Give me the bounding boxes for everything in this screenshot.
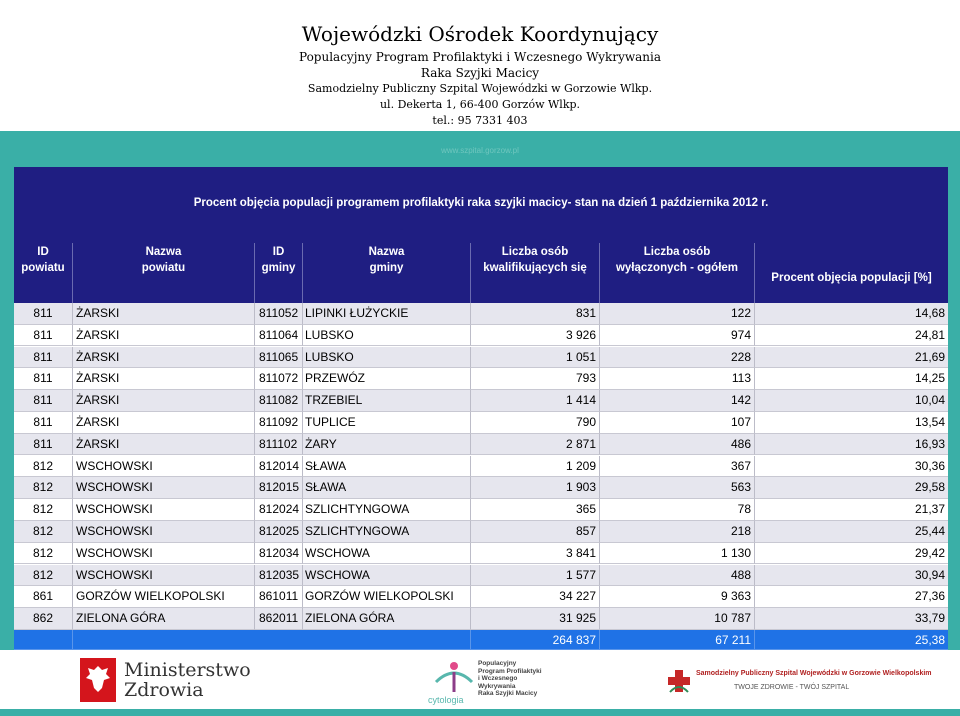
cell-liczba-kwal: 34 227 — [471, 586, 600, 608]
col-nazwa-gminy-l2: gminy — [369, 262, 404, 274]
col-liczba-wyl-l2: wyłączonych - ogółem — [615, 262, 739, 274]
cell-id-gminy: 862011 — [255, 608, 303, 630]
cell-procent: 14,25 — [755, 368, 948, 390]
cell-procent: 25,44 — [755, 521, 948, 543]
cell-id-powiatu: 811 — [14, 325, 73, 347]
cell-nazwa-powiatu: ŻARSKI — [73, 368, 255, 390]
cell-id-powiatu: 811 — [14, 368, 73, 390]
cell-nazwa-powiatu: WSCHOWSKI — [73, 521, 255, 543]
red-cross-icon — [666, 668, 692, 694]
hospital-phone: tel.: 95 7331 403 — [432, 114, 528, 127]
cell-procent: 14,68 — [755, 303, 948, 325]
col-id-powiatu — [14, 243, 73, 303]
cell-id-gminy: 811065 — [255, 347, 303, 369]
cytologia-word: cytologia — [428, 695, 464, 705]
cell-id-gminy: 812035 — [255, 565, 303, 587]
cell-liczba-kwal: 3 926 — [471, 325, 600, 347]
totals-spacer — [73, 630, 471, 650]
cell-liczba-kwal: 3 841 — [471, 543, 600, 565]
cell-id-gminy: 811102 — [255, 434, 303, 456]
total-kwal: 264 837 — [471, 630, 600, 650]
cell-id-powiatu: 812 — [14, 456, 73, 478]
table-row — [14, 543, 948, 565]
website-link[interactable]: www.szpital.gorzow.pl — [441, 146, 519, 155]
table-row — [14, 412, 948, 434]
cell-nazwa-gminy: TRZEBIEL — [303, 390, 471, 412]
hospital-address: ul. Dekerta 1, 66-400 Gorzów Wlkp. — [379, 98, 581, 111]
cell-liczba-wyl: 107 — [600, 412, 755, 434]
letterhead — [0, 0, 960, 131]
cell-procent: 21,37 — [755, 499, 948, 521]
cell-nazwa-gminy: LUBSKO — [303, 347, 471, 369]
cyt-line-3: i Wczesnego — [478, 675, 518, 682]
cell-nazwa-powiatu: WSCHOWSKI — [73, 543, 255, 565]
cyt-line-1: Populacyjny — [478, 660, 517, 667]
table-header — [14, 243, 948, 303]
szpital-logo — [666, 668, 932, 698]
col-procent-label: Procent objęcia populacji [%] — [771, 272, 932, 284]
cell-procent: 30,94 — [755, 565, 948, 587]
program-line-2: Raka Szyjki Macicy — [420, 66, 540, 80]
cell-id-powiatu: 812 — [14, 521, 73, 543]
cell-id-powiatu: 811 — [14, 412, 73, 434]
cell-liczba-kwal: 790 — [471, 412, 600, 434]
cell-nazwa-gminy: WSCHOWA — [303, 565, 471, 587]
cell-liczba-kwal: 1 903 — [471, 477, 600, 499]
cell-id-gminy: 812024 — [255, 499, 303, 521]
col-id-powiatu-l1: ID — [37, 246, 49, 258]
cell-nazwa-powiatu: WSCHOWSKI — [73, 565, 255, 587]
cell-id-powiatu: 811 — [14, 303, 73, 325]
cell-nazwa-powiatu: ŻARSKI — [73, 434, 255, 456]
cell-nazwa-powiatu: ŻARSKI — [73, 347, 255, 369]
cell-liczba-wyl: 488 — [600, 565, 755, 587]
cell-liczba-wyl: 10 787 — [600, 608, 755, 630]
cyt-line-2: Program Profilaktyki — [478, 667, 542, 675]
cell-id-gminy: 812025 — [255, 521, 303, 543]
cell-liczba-wyl: 9 363 — [600, 586, 755, 608]
table-row — [14, 499, 948, 521]
bottom-teal-bar — [0, 709, 960, 716]
table-title: Procent objęcia populacji programem profilaktyki raka szyjki macicy- stan na dzień 1 października 2012 r. — [193, 197, 769, 209]
ministerstwo-line1: Ministerstwo — [124, 659, 251, 681]
col-nazwa-gminy-l1: Nazwa — [368, 246, 405, 258]
cell-id-powiatu: 862 — [14, 608, 73, 630]
col-procent — [755, 243, 948, 303]
cell-liczba-wyl: 1 130 — [600, 543, 755, 565]
cell-liczba-wyl: 563 — [600, 477, 755, 499]
table-row — [14, 456, 948, 478]
totals-row — [14, 630, 948, 650]
cell-id-gminy: 861011 — [255, 586, 303, 608]
ministerstwo-line2: Zdrowia — [124, 679, 204, 701]
cell-liczba-kwal: 1 577 — [471, 565, 600, 587]
col-nazwa-gminy — [303, 243, 471, 303]
cell-nazwa-powiatu: ŻARSKI — [73, 303, 255, 325]
cell-liczba-kwal: 1 414 — [471, 390, 600, 412]
cell-nazwa-powiatu: WSCHOWSKI — [73, 477, 255, 499]
cell-id-gminy: 812034 — [255, 543, 303, 565]
cell-nazwa-powiatu: ŻARSKI — [73, 390, 255, 412]
cell-nazwa-powiatu: WSCHOWSKI — [73, 456, 255, 478]
cell-nazwa-powiatu: ŻARSKI — [73, 412, 255, 434]
cell-procent: 29,58 — [755, 477, 948, 499]
table-row — [14, 347, 948, 369]
table-row — [14, 434, 948, 456]
cell-procent: 21,69 — [755, 347, 948, 369]
cell-liczba-wyl: 367 — [600, 456, 755, 478]
col-id-gminy-l2: gminy — [261, 262, 296, 274]
cell-nazwa-gminy: LUBSKO — [303, 325, 471, 347]
cell-id-gminy: 812014 — [255, 456, 303, 478]
cell-id-powiatu: 812 — [14, 499, 73, 521]
total-procent: 25,38 — [755, 630, 948, 650]
cytologia-logo — [428, 660, 548, 708]
cell-liczba-wyl: 142 — [600, 390, 755, 412]
col-id-gminy-l1: ID — [272, 246, 285, 258]
cell-nazwa-gminy: SŁAWA — [303, 477, 471, 499]
col-nazwa-powiatu-l2: powiatu — [141, 262, 186, 274]
table-row — [14, 586, 948, 608]
cell-id-powiatu: 812 — [14, 543, 73, 565]
cell-nazwa-gminy: SZLICHTYNGOWA — [303, 499, 471, 521]
cell-liczba-kwal: 793 — [471, 368, 600, 390]
cell-nazwa-powiatu: WSCHOWSKI — [73, 499, 255, 521]
table-row — [14, 390, 948, 412]
cyt-line-5: Raka Szyjki Macicy — [478, 690, 538, 697]
col-liczba-kwal-l2: kwalifikujących się — [483, 262, 587, 274]
table-row — [14, 325, 948, 347]
col-liczba-kwal-l1: Liczba osób — [501, 246, 569, 258]
cell-procent: 24,81 — [755, 325, 948, 347]
cell-procent: 10,04 — [755, 390, 948, 412]
cell-liczba-wyl: 218 — [600, 521, 755, 543]
cell-liczba-wyl: 486 — [600, 434, 755, 456]
cell-nazwa-powiatu: GORZÓW WIELKOPOLSKI — [73, 586, 255, 608]
table-row — [14, 608, 948, 630]
table-row — [14, 303, 948, 325]
cell-id-powiatu: 811 — [14, 347, 73, 369]
table-row — [14, 521, 948, 543]
cell-id-powiatu: 811 — [14, 434, 73, 456]
cell-liczba-wyl: 78 — [600, 499, 755, 521]
cell-id-gminy: 812015 — [255, 477, 303, 499]
institution-title: Wojewódzki Ośrodek Koordynujący — [301, 22, 659, 46]
cell-id-gminy: 811052 — [255, 303, 303, 325]
data-table — [14, 167, 948, 650]
table-row — [14, 565, 948, 587]
cell-id-gminy: 811064 — [255, 325, 303, 347]
cell-nazwa-gminy: SŁAWA — [303, 456, 471, 478]
col-liczba-wyl — [600, 243, 755, 303]
polish-eagle-icon — [80, 658, 116, 702]
cell-liczba-wyl: 228 — [600, 347, 755, 369]
cell-liczba-wyl: 113 — [600, 368, 755, 390]
total-wyl: 67 211 — [600, 630, 755, 650]
cell-nazwa-gminy: LIPINKI ŁUŻYCKIE — [303, 303, 471, 325]
col-nazwa-powiatu — [73, 243, 255, 303]
cell-id-powiatu: 811 — [14, 390, 73, 412]
table-banner — [14, 167, 948, 243]
col-liczba-wyl-l1: Liczba osób — [643, 246, 711, 258]
cell-procent: 30,36 — [755, 456, 948, 478]
cell-nazwa-gminy: GORZÓW WIELKOPOLSKI — [303, 586, 471, 608]
cell-liczba-kwal: 831 — [471, 303, 600, 325]
cell-liczba-wyl: 122 — [600, 303, 755, 325]
cell-nazwa-powiatu: ŻARSKI — [73, 325, 255, 347]
cell-procent: 33,79 — [755, 608, 948, 630]
col-id-powiatu-l2: powiatu — [21, 262, 65, 274]
cell-id-powiatu: 861 — [14, 586, 73, 608]
cell-id-gminy: 811082 — [255, 390, 303, 412]
cell-procent: 13,54 — [755, 412, 948, 434]
cell-liczba-kwal: 2 871 — [471, 434, 600, 456]
ministerstwo-zdrowia-logo — [80, 658, 251, 704]
table-row — [14, 368, 948, 390]
cell-nazwa-gminy: SZLICHTYNGOWA — [303, 521, 471, 543]
cell-nazwa-gminy: ŻARY — [303, 434, 471, 456]
cell-liczba-kwal: 31 925 — [471, 608, 600, 630]
cytologia-figure-icon — [432, 660, 476, 694]
cytologia-program-text — [478, 660, 542, 698]
szpital-motto: TWOJE ZDROWIE - TWÓJ SZPITAL — [734, 684, 850, 691]
cell-liczba-kwal: 1 209 — [471, 456, 600, 478]
col-id-gminy — [255, 243, 303, 303]
ministerstwo-text — [124, 660, 251, 700]
cell-id-gminy: 811072 — [255, 368, 303, 390]
cell-liczba-kwal: 365 — [471, 499, 600, 521]
cell-nazwa-powiatu: ZIELONA GÓRA — [73, 608, 255, 630]
totals-empty — [14, 630, 73, 650]
cell-liczba-kwal: 857 — [471, 521, 600, 543]
cell-nazwa-gminy: ZIELONA GÓRA — [303, 608, 471, 630]
cell-liczba-wyl: 974 — [600, 325, 755, 347]
cell-id-gminy: 811092 — [255, 412, 303, 434]
cyt-line-4: Wykrywania — [478, 682, 516, 690]
hospital-name: Samodzielny Publiczny Szpital Wojewódzki w Gorzowie Wlkp. — [307, 82, 653, 95]
col-liczba-kwal — [471, 243, 600, 303]
szpital-name: Samodzielny Publiczny Szpital Wojewódzki w Gorzowie Wielkopolskim — [696, 670, 932, 677]
cell-id-powiatu: 812 — [14, 477, 73, 499]
cell-liczba-kwal: 1 051 — [471, 347, 600, 369]
cell-nazwa-gminy: WSCHOWA — [303, 543, 471, 565]
table-row — [14, 477, 948, 499]
cell-procent: 27,36 — [755, 586, 948, 608]
cell-nazwa-gminy: PRZEWÓZ — [303, 368, 471, 390]
cell-nazwa-gminy: TUPLICE — [303, 412, 471, 434]
col-nazwa-powiatu-l1: Nazwa — [145, 246, 182, 258]
cell-id-powiatu: 812 — [14, 565, 73, 587]
cell-procent: 16,93 — [755, 434, 948, 456]
program-line-1: Populacyjny Program Profilaktyki i Wczesnego Wykrywania — [298, 50, 661, 64]
cell-procent: 29,42 — [755, 543, 948, 565]
